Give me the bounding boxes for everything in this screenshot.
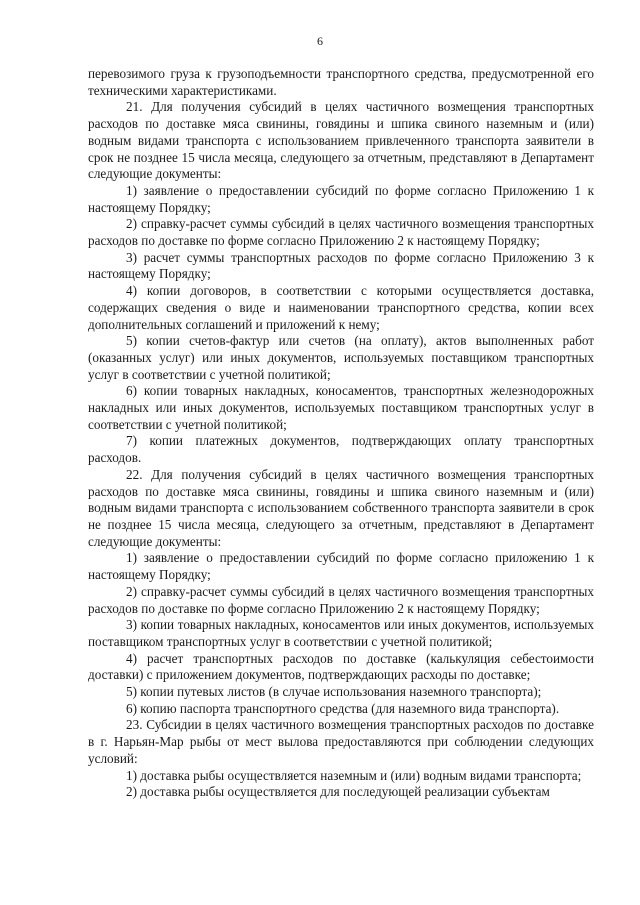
paragraph: 22. Для получения субсидий в целях частичного возмещения транспортных расходов по доставке мяса свинины, говядины и шпика свиного наземным и (или) водным видами транспорта с использованием собственного транспорта заявители в срок не позднее 15 числа месяца, следующего за отчетным, представляют в Департамент следующие документы: [88,466,594,549]
paragraph: 3) расчет суммы транспортных расходов по форме согласно Приложению 3 к настоящему Порядку; [88,249,594,282]
paragraph: 21. Для получения субсидий в целях частичного возмещения транспортных расходов по доставке мяса свинины, говядины и шпика свиного наземным и (или) водным видами транспорта с использованием привлеченного транспорта заявители в срок не позднее 15 числа месяца, следующего за отчетным, представляют в Департамент следующие документы: [88,99,594,182]
page-number: 6 [317,34,323,48]
document-body [88,66,594,801]
paragraph: 5) копии путевых листов (в случае использования наземного транспорта); [126,684,542,700]
paragraph: 2) справку-расчет суммы субсидий в целях частичного возмещения транспортных расходов по доставке по форме согласно Приложению 2 к настоящему Порядку; [88,216,594,249]
paragraph: 6) копию паспорта транспортного средства (для наземного вида транспорта). [126,700,560,716]
paragraph: 2) справку-расчет суммы субсидий в целях частичного возмещения транспортных расходов по доставке по форме согласно Приложению 2 к настоящему Порядку; [88,583,594,616]
paragraph: 6) копии товарных накладных, коносаментов, транспортных железнодорожных накладных или иных документов, используемых поставщиком транспортных услуг в соответствии с учетной политикой; [88,383,594,432]
paragraph: 1) заявление о предоставлении субсидий по форме согласно приложению 1 к настоящему Порядку; [88,550,594,583]
paragraph: 1) заявление о предоставлении субсидий по форме согласно Приложению 1 к настоящему Порядку; [88,182,594,215]
paragraph: 5) копии счетов-фактур или счетов (на оплату), актов выполненных работ (оказанных услуг) или иных документов, используемых поставщиком транспортных услуг в соответствии с учетной политикой; [88,333,594,382]
paragraph: 4) копии договоров, в соответствии с которыми осуществляется доставка, содержащих сведения о виде и наименовании транспортного средства, копии всех дополнительных соглашений и приложений к нему; [88,283,594,332]
paragraph: 2) доставка рыбы осуществляется для последующей реализации субъектам [126,784,550,800]
paragraph: 3) копии товарных накладных, коносаментов или иных документов, используемых поставщиком транспортных услуг в соответствии с учетной политикой; [88,617,594,649]
paragraph: перевозимого груза к грузоподъемности транспортного средства, предусмотренной его техническими характеристиками. [88,66,594,98]
paragraph: 7) копии платежных документов, подтверждающих оплату транспортных расходов. [88,433,594,466]
paragraph: 1) доставка рыбы осуществляется наземным и (или) водным видами транспорта; [126,767,582,783]
paragraph: 23. Субсидии в целях частичного возмещения транспортных расходов по доставке в г. Нарьян-Мар рыбы от мест вылова предоставляются при соблюдении следующих условий: [88,717,594,766]
paragraph: 4) расчет транспортных расходов по доставке (калькуляция себестоимости доставки) с приложением документов, подтверждающих расходы по доставке; [88,650,594,683]
